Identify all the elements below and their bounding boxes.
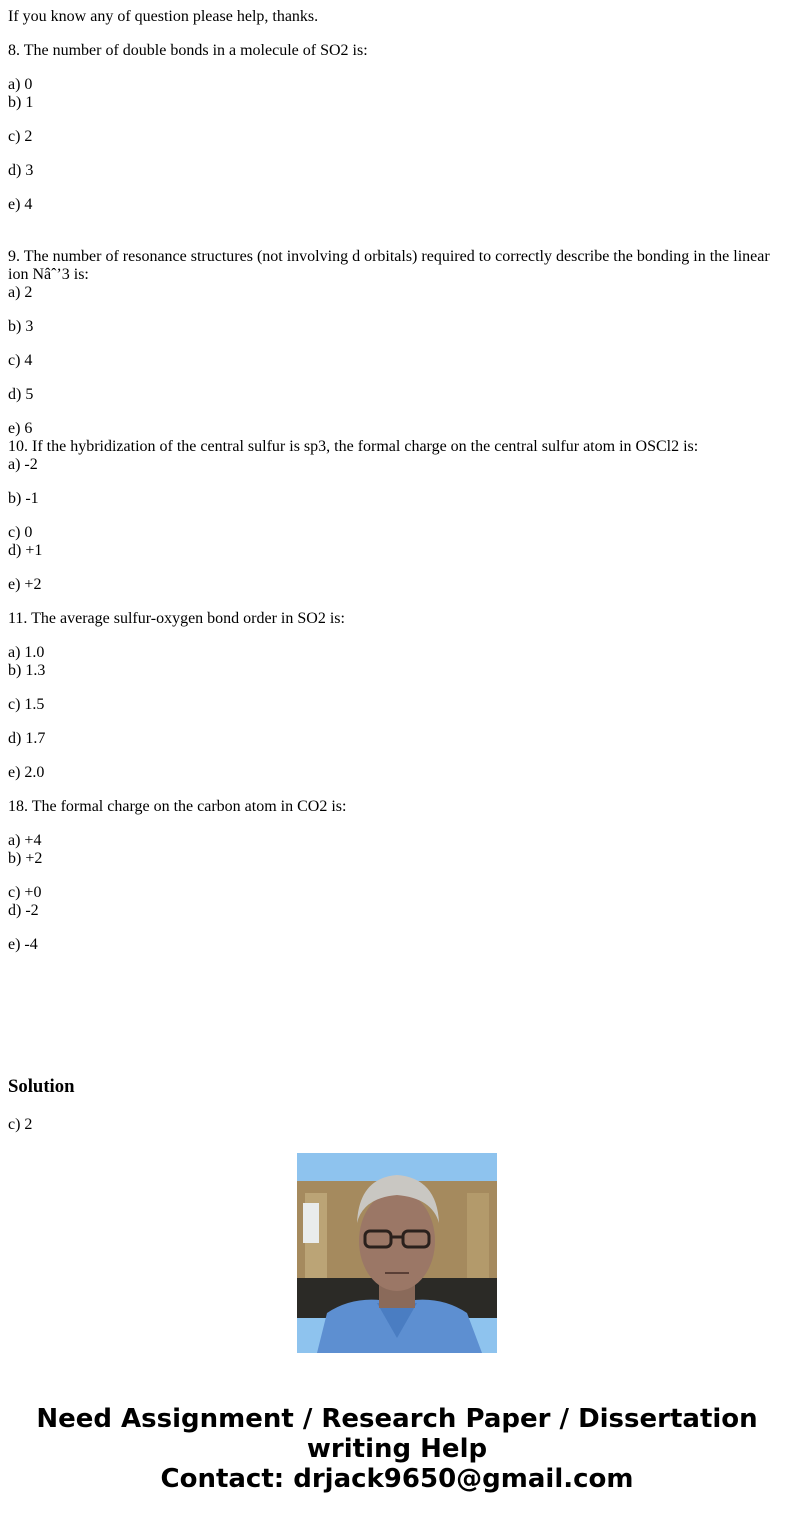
promo-line-2: writing Help	[306, 1434, 488, 1464]
question-9-option-b: b) 3	[8, 318, 34, 335]
question-18-option-c: c) +0	[8, 884, 42, 901]
solution-heading: Solution	[8, 1076, 75, 1097]
question-8-option-b: b) 1	[8, 94, 34, 111]
question-8-prompt: 8. The number of double bonds in a molecule of SO2 is:	[8, 42, 368, 59]
question-11-option-c: c) 1.5	[8, 696, 45, 713]
question-9-option-e: e) 6	[8, 420, 33, 437]
question-body	[8, 8, 786, 954]
question-9-option-d: d) 5	[8, 386, 34, 403]
question-8-option-a: a) 0	[8, 76, 33, 93]
question-11-option-d: d) 1.7	[8, 730, 46, 747]
question-18-option-e: e) -4	[8, 936, 38, 953]
question-18-option-a: a) +4	[8, 832, 42, 849]
question-9-prompt-line2: ion Nâˆ’3 is:	[8, 266, 89, 283]
question-10-option-c: c) 0	[8, 524, 33, 541]
question-18-prompt: 18. The formal charge on the carbon atom in CO2 is:	[8, 798, 347, 815]
question-10-option-a: a) -2	[8, 456, 38, 473]
question-9-option-a: a) 2	[8, 284, 33, 301]
question-10-option-b: b) -1	[8, 490, 39, 507]
promo-banner	[0, 1404, 794, 1494]
promo-contact: Contact: drjack9650@gmail.com	[160, 1464, 634, 1494]
question-8-option-e: e) 4	[8, 196, 33, 213]
question-8-option-c: c) 2	[8, 128, 33, 145]
intro-text: If you know any of question please help, thanks.	[8, 8, 319, 25]
question-18-option-d: d) -2	[8, 902, 39, 919]
author-avatar	[297, 1153, 497, 1353]
question-11-prompt: 11. The average sulfur-oxygen bond order in SO2 is:	[8, 610, 345, 627]
author-photo-icon	[297, 1153, 497, 1353]
question-9-option-c: c) 4	[8, 352, 33, 369]
question-10-prompt: 10. If the hybridization of the central sulfur is sp3, the formal charge on the central sulfur atom in OSCl2 is:	[8, 438, 699, 455]
question-10-option-e: e) +2	[8, 576, 42, 593]
question-10-option-d: d) +1	[8, 542, 43, 559]
question-11-option-a: a) 1.0	[8, 644, 45, 661]
question-18-option-b: b) +2	[8, 850, 43, 867]
solution-first-line: c) 2	[8, 1116, 33, 1133]
solution-content-clipped	[8, 1112, 786, 1133]
question-8-option-d: d) 3	[8, 162, 34, 179]
promo-line-1: Need Assignment / Research Paper / Dissertation	[36, 1404, 758, 1434]
question-11-option-e: e) 2.0	[8, 764, 45, 781]
question-11-option-b: b) 1.3	[8, 662, 46, 679]
question-9-prompt-line1: 9. The number of resonance structures (not involving d orbitals) required to correctly describe the bonding in the linear	[8, 248, 770, 265]
